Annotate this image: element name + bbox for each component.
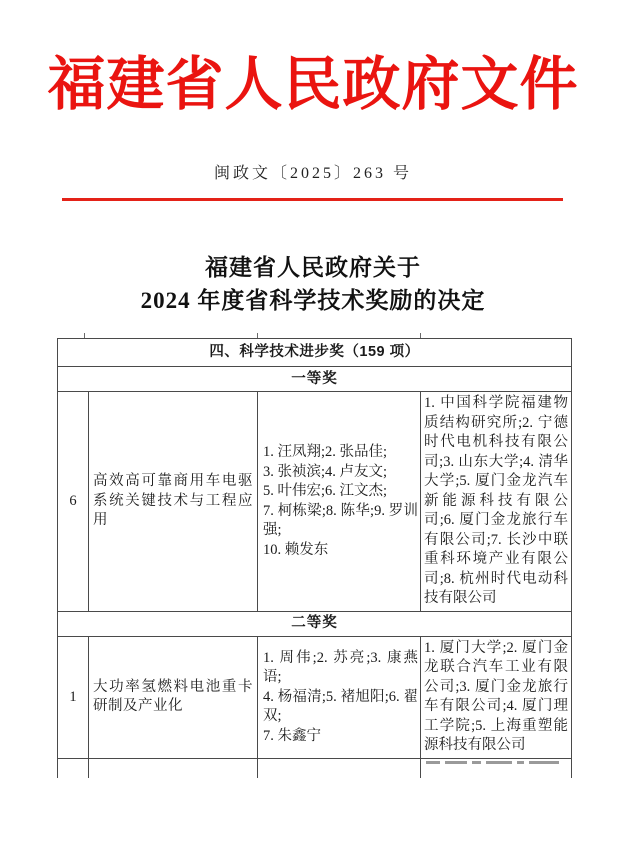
clipped-text-fragment bbox=[472, 761, 481, 764]
awardees-cell bbox=[258, 758, 421, 778]
awardee-line: 4. 杨福清;5. 褚旭阳;6. 翟双; bbox=[263, 688, 418, 725]
project-name-cell: 大功率氢燃料电池重卡研制及产业化 bbox=[89, 636, 258, 758]
row-number-cell: 1 bbox=[58, 636, 89, 758]
organizations-cell: 1. 厦门大学;2. 厦门金龙联合汽车工业有限公司;3. 厦门金龙旅行车有限公司;4. 厦门理工学院;5. 上海重塑能源科技有限公司 bbox=[421, 636, 572, 758]
project-name-cell bbox=[89, 758, 258, 778]
government-letterhead-title: 福建省人民政府文件 bbox=[47, 52, 579, 117]
table-continuation-stub bbox=[84, 333, 85, 338]
awardee-line: 7. 柯栋梁;8. 陈华;9. 罗训强; bbox=[263, 502, 418, 539]
row-number-cell: 6 bbox=[58, 392, 89, 612]
document-title-line2: 2024 年度省科学技术奖励的决定 bbox=[140, 288, 486, 314]
awardees-cell bbox=[258, 392, 421, 612]
clipped-text-fragment bbox=[529, 761, 559, 764]
awardee-line: 3. 张祯滨;4. 卢友文; bbox=[263, 463, 388, 480]
awardees-cell bbox=[258, 636, 421, 758]
table-row bbox=[58, 392, 572, 612]
awardee-line: 10. 赖发东 bbox=[263, 541, 329, 558]
row-number-cell bbox=[58, 758, 89, 778]
table-row bbox=[58, 636, 572, 758]
first-prize-label: 一等奖 bbox=[58, 367, 572, 392]
clipped-text-fragment bbox=[445, 761, 467, 764]
grade-header-row-second-prize bbox=[58, 611, 572, 636]
project-name-cell: 高效高可靠商用车电驱系统关键技术与工程应用 bbox=[89, 392, 258, 612]
table-section-header-row bbox=[58, 339, 572, 367]
letterhead-red-rule bbox=[62, 198, 563, 201]
awardee-line: 1. 周伟;2. 苏亮;3. 康燕语; bbox=[263, 649, 418, 686]
document-title-line1: 福建省人民政府关于 bbox=[205, 255, 421, 281]
award-table-container bbox=[57, 338, 571, 778]
clipped-table-row bbox=[58, 758, 572, 778]
document-title bbox=[0, 251, 626, 317]
grade-header-row-first-prize bbox=[58, 367, 572, 392]
clipped-text-fragment bbox=[486, 761, 512, 764]
award-table bbox=[57, 338, 572, 778]
awardee-line: 5. 叶伟宏;6. 江文杰; bbox=[263, 483, 388, 500]
clipped-text-fragment bbox=[426, 761, 440, 764]
awardee-line: 1. 汪凤翔;2. 张品佳; bbox=[263, 444, 388, 461]
document-number: 闽政文〔2025〕263 号 bbox=[213, 165, 412, 183]
section-header-label: 四、科学技术进步奖（159 项） bbox=[58, 339, 572, 367]
organizations-cell bbox=[421, 758, 572, 778]
awardee-line: 7. 朱鑫宁 bbox=[263, 727, 321, 744]
second-prize-label: 二等奖 bbox=[58, 611, 572, 636]
organizations-cell: 1. 中国科学院福建物质结构研究所;2. 宁德时代电机科技有限公司;3. 山东大学;4. 清华大学;5. 厦门金龙汽车新能源科技有限公司;6. 厦门金龙旅行车有限公司;7. 长沙中联重科环境产业有限公司;8. 杭州时代电动科技有限公司 bbox=[421, 392, 572, 612]
table-continuation-stub bbox=[420, 333, 421, 338]
table-continuation-stub bbox=[257, 333, 258, 338]
clipped-text-fragment bbox=[517, 761, 524, 764]
